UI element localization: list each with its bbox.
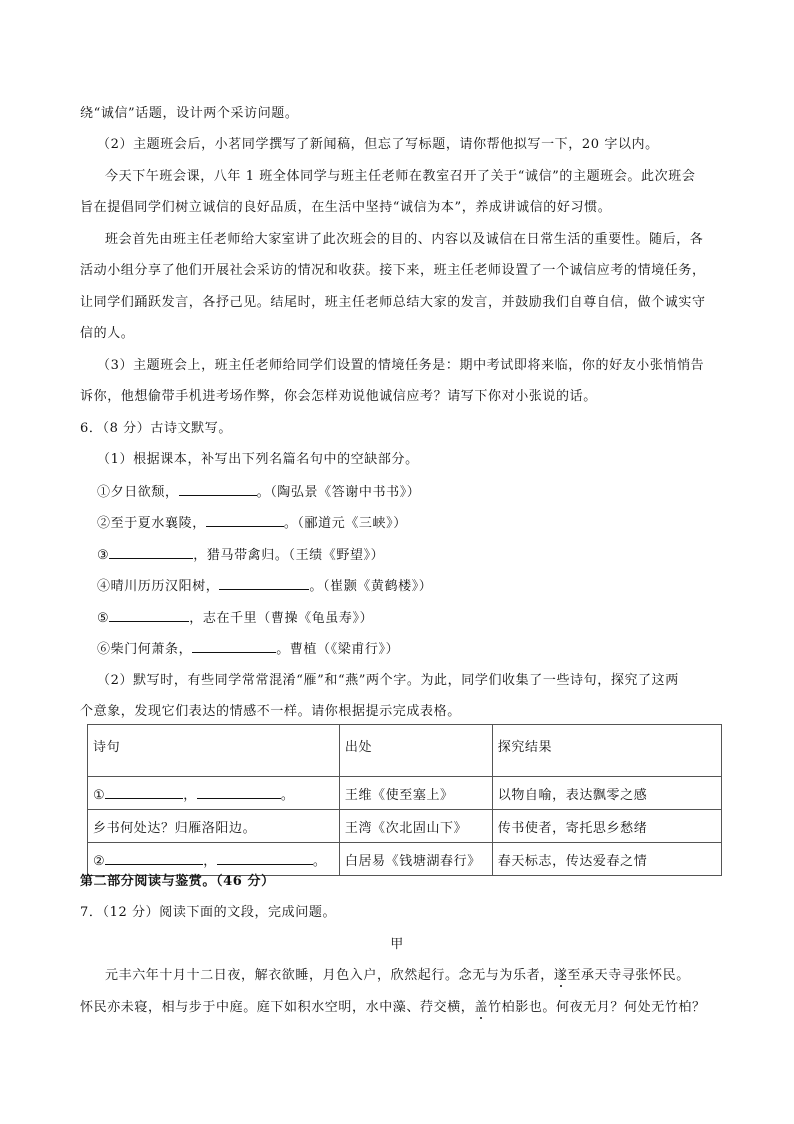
question-7-title: 7．（12 分）阅读下面的文段，完成问题。 (80, 905, 337, 920)
source-cell: 白居易《钱塘湖春行》 (339, 843, 492, 876)
result-cell: 以物自喻，表达飘零之感 (492, 777, 721, 810)
fill-item-4: ④晴川历历汉阳树， 。（崔颢《黄鹤楼》） (97, 576, 720, 597)
result-cell: 传书使者，寄托思乡愁绪 (492, 810, 721, 843)
header-cell: 探究结果 (492, 725, 721, 777)
fill-item-2: ②至于夏水襄陵， 。（郦道元《三峡》） (97, 513, 720, 534)
header-cell: 出处 (339, 725, 492, 777)
answer-blank[interactable] (206, 513, 284, 527)
table-row (88, 777, 722, 810)
poem-cell: ① ， 。 (88, 777, 340, 810)
news-text-line: 信的人。 (80, 326, 135, 341)
answer-blank[interactable] (105, 851, 203, 865)
answer-blank[interactable] (109, 545, 193, 559)
source-cell: 王湾《次北固山下》 (339, 810, 492, 843)
header-cell: 诗句 (88, 725, 340, 777)
result-cell: 春天标志，传达爱春之情 (492, 843, 721, 876)
answer-blank[interactable] (197, 785, 281, 799)
question-5-3: （3）主题班会上，班主任老师给同学们设置的情境任务是：期中考试即将来临，你的好友小张悄悄告 (97, 358, 705, 373)
emphasis-char: 盖 (474, 1000, 489, 1015)
fill-item-1: ①夕日欲颓， 。（陶弘景《答谢中书书》） (97, 482, 720, 503)
poem-cell: ② ， 。 (88, 843, 340, 876)
answer-blank[interactable] (179, 482, 257, 496)
passage-label: 甲 (390, 937, 404, 952)
question-6-1: （1）根据课本，补写出下列名篇名句中的空缺部分。 (97, 452, 419, 467)
question-6-title: 6．（8 分）古诗文默写。 (80, 421, 232, 436)
passage-line: 元丰六年十月十二日夜，解衣欲睡，月色入户，欣然起行。念无与为乐者，遂至承天寺寻张怀民。 (105, 968, 690, 983)
news-text-line: 活动小组分享了他们开展社会采访的情况和收获。接下来，班主任老师设置了一个诚信应考的情境任务， (80, 263, 706, 278)
news-text-line: 让同学们踊跃发言，各抒己见。结尾时，班主任老师总结大家的发言，并鼓励我们自尊自信，做个诚实守 (80, 295, 706, 310)
table-row (88, 843, 722, 876)
table-header-row (88, 725, 722, 777)
text-line: 个意象，发现它们表达的情感不一样。请你根据提示完成表格。 (80, 704, 461, 719)
question-5-2: （2）主题班会后，小茗同学撰写了新闻稿，但忘了写标题，请你帮他拟写一下，20 字以内。 (97, 137, 659, 152)
news-text-line: 旨在提倡同学们树立诚信的良好品质，在生活中坚持“诚信为本”，养成讲诚信的好习惯。 (80, 200, 612, 215)
answer-blank[interactable] (217, 851, 313, 865)
emphasis-char: 遂 (553, 968, 568, 983)
fill-item-5: ⑤ ，志在千里（曹操《龟虽寿》） (97, 608, 720, 629)
poem-cell: 乡书何处达？归雁洛阳边。 (88, 810, 340, 843)
fill-item-3: ③ ，猎马带禽归。（王绩《野望》） (97, 545, 720, 566)
text-line: 绕“诚信”话题，设计两个采访问题。 (80, 106, 299, 121)
news-text-line: 今天下午班会课，八年 1 班全体同学与班主任老师在教室召开了关于“诚信”的主题班会。此次班会 (105, 169, 696, 184)
answer-blank[interactable] (109, 608, 189, 622)
passage-line: 怀民亦未寝，相与步于中庭。庭下如积水空明，水中藻、荇交横，盖竹柏影也。何夜无月？何处无竹柏？ (80, 1000, 706, 1015)
source-cell: 王维《使至塞上》 (339, 777, 492, 810)
answer-blank[interactable] (192, 639, 276, 653)
section-heading: 第二部分阅读与鉴赏。（46 分） (80, 874, 275, 889)
fill-item-6: ⑥柴门何萧条， 。曹植（《梁甫行》） (97, 639, 720, 660)
text-line: 诉你，他想偷带手机进考场作弊，你会怎样劝说他诚信应考？请写下你对小张说的话。 (80, 389, 597, 404)
table-row (88, 810, 722, 843)
answer-blank[interactable] (219, 576, 309, 590)
news-text-line: 班会首先由班主任老师给大家室讲了此次班会的目的、内容以及诚信在日常生活的重要性。随后，各 (105, 232, 704, 247)
answer-blank[interactable] (105, 785, 183, 799)
poem-table (87, 724, 722, 876)
question-6-2: （2）默写时，有些同学常常混淆“雁”和“燕”两个字。为此，同学们收集了一些诗句，探究了这两 (97, 673, 679, 688)
